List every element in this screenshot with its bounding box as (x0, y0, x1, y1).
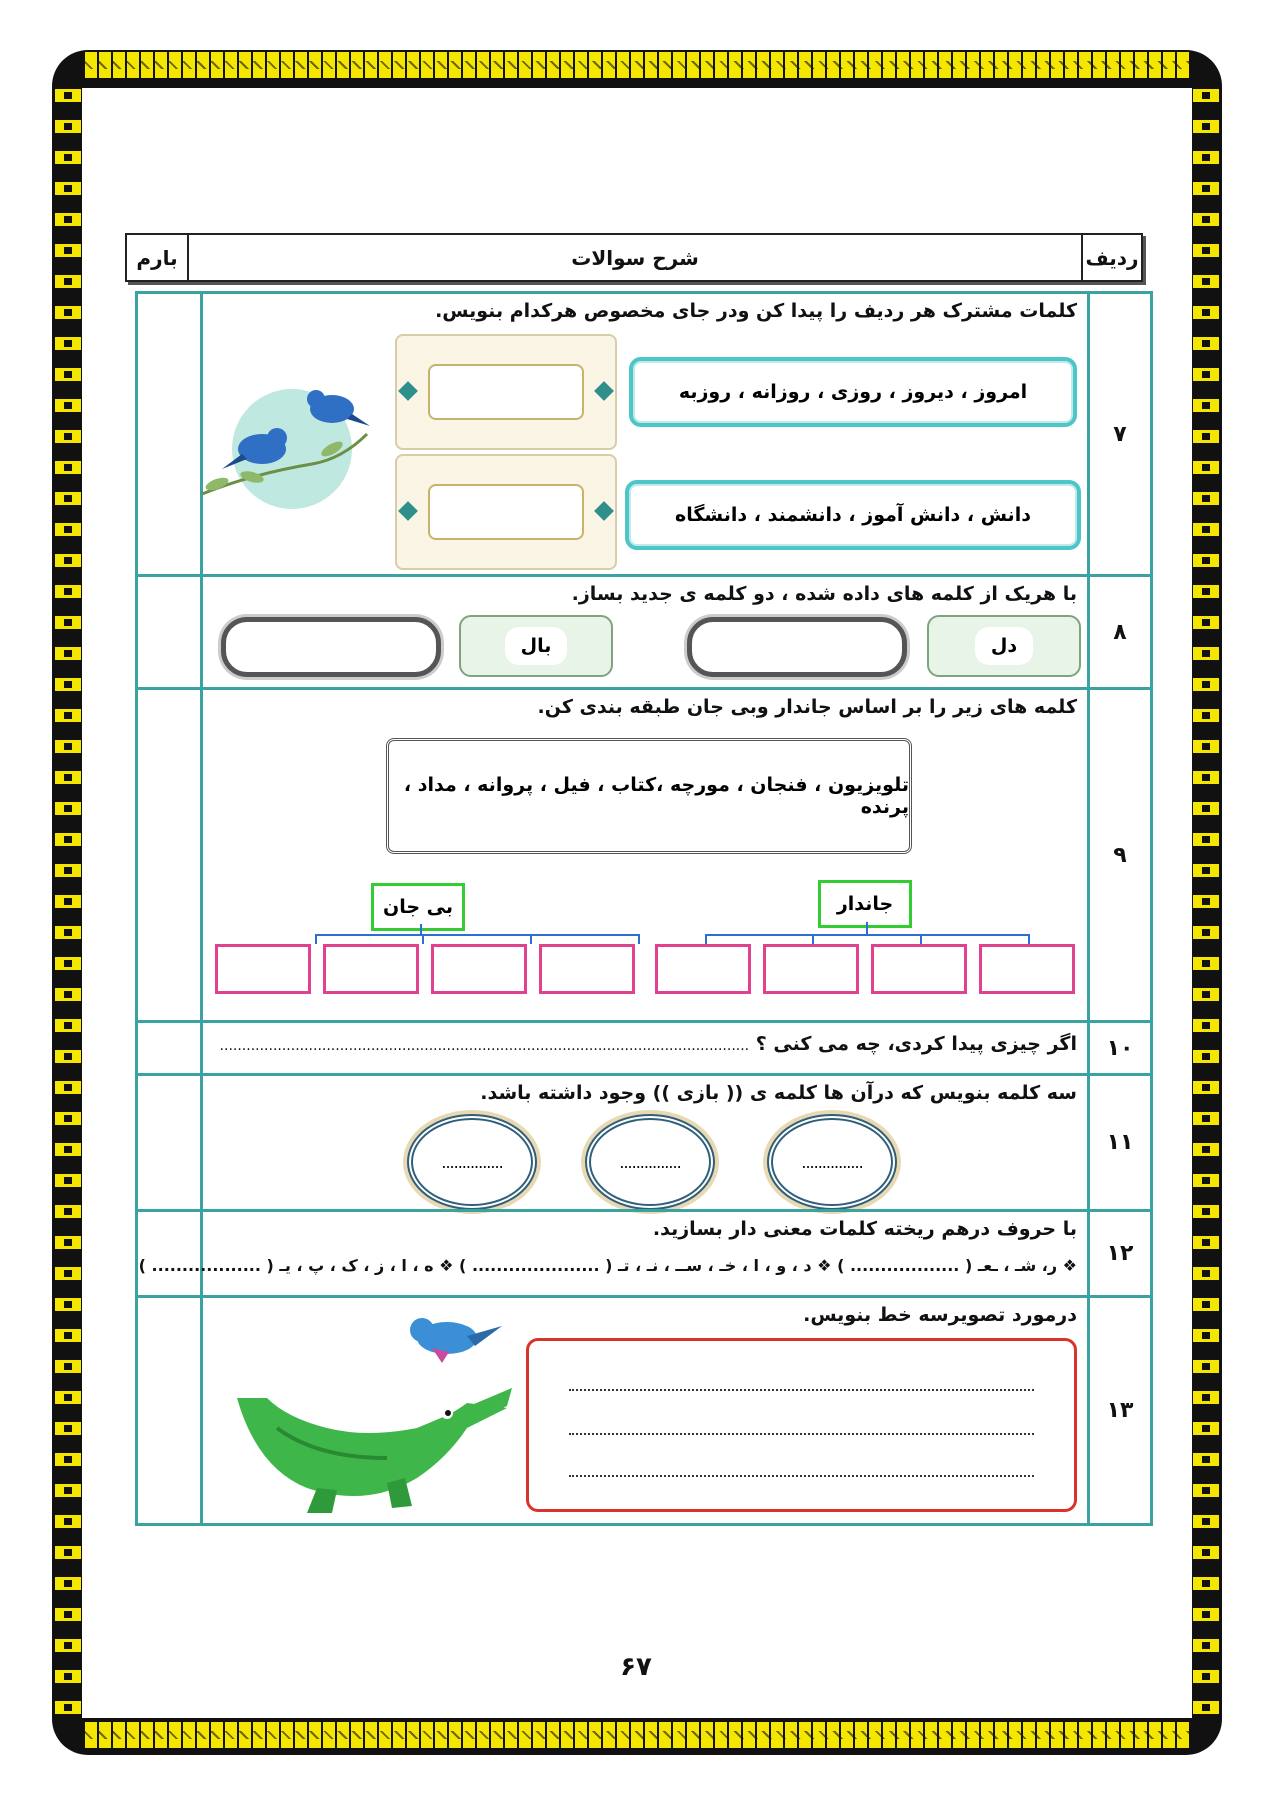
question-row-10 (138, 1020, 1150, 1073)
birds-illustration (192, 374, 382, 524)
border-right-pattern (1193, 80, 1219, 1720)
category-living: جاندار (818, 880, 912, 928)
writing-line-1[interactable] (569, 1389, 1034, 1391)
question-text: کلمه های زیر را بر اساس جاندار وبی جان طبقه بندی کن. (537, 696, 1077, 718)
question-text: با حروف درهم ریخته کلمات معنی دار بسازید. (652, 1218, 1077, 1240)
connector-line (422, 934, 424, 944)
score-cell[interactable] (138, 1298, 203, 1523)
question-row-13 (138, 1295, 1150, 1523)
connector-line (315, 934, 317, 944)
connector-line (315, 934, 640, 936)
answer-frame-2[interactable] (395, 454, 617, 570)
answer-frame-1[interactable] (395, 334, 617, 450)
border-top-pattern (85, 52, 1190, 78)
question-number: ۱۰ (1087, 1023, 1150, 1073)
category-nonliving: بی جان (371, 883, 465, 931)
living-answer-box[interactable] (763, 944, 859, 994)
answer-oval-3[interactable]: ............... (407, 1114, 537, 1210)
answer-box-2[interactable] (221, 617, 441, 677)
question-text: کلمات مشترک هر ردیف را پیدا کن ودر جای مخصوص هرکدام بنویس. (435, 300, 1077, 322)
question-text: با هریک از کلمه های داده شده ، دو کلمه ی جدید بساز. (571, 583, 1077, 605)
score-cell[interactable] (138, 577, 203, 687)
nonliving-answer-box[interactable] (215, 944, 311, 994)
connector-line (920, 934, 922, 944)
border-left-pattern (55, 80, 81, 1720)
question-row-12 (138, 1209, 1150, 1295)
table-header (125, 233, 1143, 282)
given-word-tile-1 (927, 615, 1081, 677)
living-answer-box[interactable] (979, 944, 1075, 994)
writing-line-2[interactable] (569, 1433, 1034, 1435)
living-answer-box[interactable] (655, 944, 751, 994)
word-group-box-1: امروز ، دیروز ، روزی ، روزانه ، روزبه (629, 357, 1077, 427)
question-text: سه کلمه بنویس که درآن ها کلمه ی (( بازی )) وجود داشته باشد. (480, 1082, 1077, 1104)
connector-line (866, 922, 868, 934)
living-answer-box[interactable] (871, 944, 967, 994)
score-cell[interactable] (138, 1076, 203, 1209)
writing-line-3[interactable] (569, 1475, 1034, 1477)
connector-line (420, 924, 422, 934)
word-list-frame: تلویزیون ، فنجان ، مورچه ،کتاب ، فیل ، پروانه ، مداد ، پرنده (386, 738, 912, 854)
nonliving-answer-box[interactable] (431, 944, 527, 994)
score-cell[interactable] (138, 690, 203, 1020)
given-word-1: دل (975, 627, 1033, 665)
page-number: ۶۷ (620, 1652, 652, 1682)
connector-line (812, 934, 814, 944)
question-text-main: اگر چیزی پیدا کردی، چه می کنی ؟ (755, 1033, 1077, 1055)
score-cell[interactable] (138, 1023, 203, 1073)
connector-line (705, 934, 707, 944)
question-row-11 (138, 1073, 1150, 1209)
nonliving-answer-box[interactable] (323, 944, 419, 994)
questions-table (135, 291, 1153, 1526)
header-score-label: بارم (127, 235, 189, 280)
crocodile-bird-illustration (217, 1308, 517, 1518)
writing-area[interactable] (526, 1338, 1077, 1512)
question-text (220, 1033, 1077, 1055)
connector-line (705, 934, 1030, 936)
question-row-8 (138, 574, 1150, 687)
given-word-tile-2 (459, 615, 613, 677)
given-word-2: بال (505, 627, 568, 665)
connector-line (530, 934, 532, 944)
connector-line (638, 934, 640, 944)
question-number: ۸ (1087, 577, 1150, 687)
header-row-label: ردیف (1081, 235, 1141, 280)
question-row-9 (138, 687, 1150, 1020)
question-number: ۱۱ (1087, 1076, 1150, 1209)
question-number: ۱۳ (1087, 1298, 1150, 1523)
connector-line (1028, 934, 1030, 944)
answer-line[interactable]: ....................................................................................................................... (219, 1038, 750, 1054)
word-group-box-2: دانش ، دانش آموز ، دانشمند ، دانشگاه (625, 480, 1081, 550)
question-number: ۹ (1087, 690, 1150, 1020)
score-cell[interactable] (138, 1212, 203, 1295)
question-number: ۱۲ (1087, 1212, 1150, 1295)
scrambled-letters[interactable]: ❖ ر، شـ ، ـعـ ( .................. ) ❖ د ، و ، ا ، خـ ، ســ ، نـ ، تـ ( ..................... ) ❖ ه ، ا ، ز ، ک ، پ ، یـ ( .................. ) (138, 1256, 1077, 1275)
answer-box-1[interactable] (687, 617, 907, 677)
question-number: ۷ (1087, 294, 1150, 574)
header-description-label: شرح سوالات (571, 245, 699, 270)
nonliving-answer-box[interactable] (539, 944, 635, 994)
question-row-7 (138, 294, 1150, 574)
answer-oval-2[interactable]: ............... (585, 1114, 715, 1210)
border-bottom-pattern (85, 1722, 1190, 1748)
answer-oval-1[interactable]: ............... (767, 1114, 897, 1210)
question-text: درمورد تصویرسه خط بنویس. (803, 1304, 1077, 1326)
